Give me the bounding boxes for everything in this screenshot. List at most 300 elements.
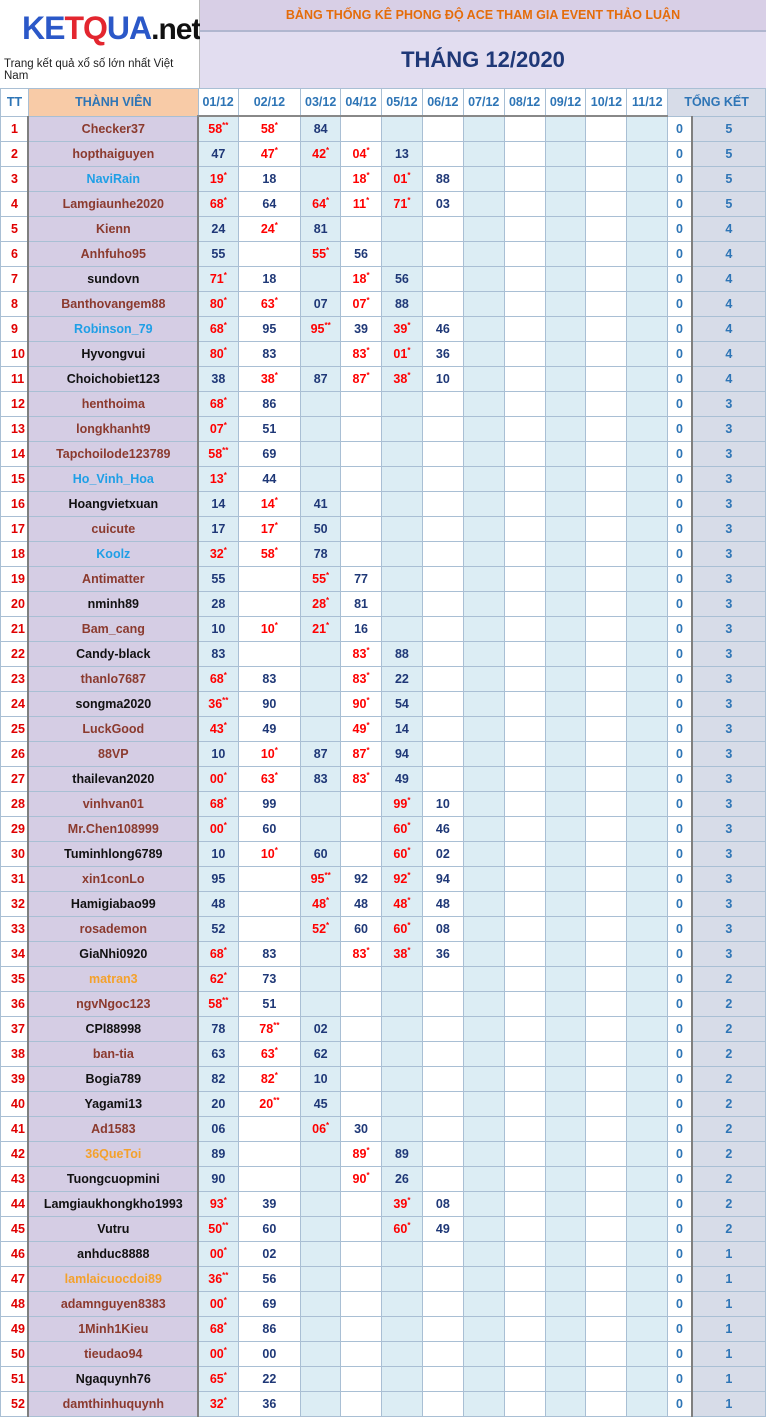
- hit-star: *: [223, 295, 227, 305]
- day-value: [238, 492, 301, 517]
- day-value: 60: [238, 817, 301, 842]
- zero-count: 0: [668, 492, 692, 517]
- day-value: 54: [382, 692, 423, 717]
- col-day: 04/12: [341, 89, 382, 117]
- day-value: [301, 1117, 341, 1142]
- member-name[interactable]: Tuminhlong6789: [28, 842, 198, 867]
- day-number: 17: [260, 522, 275, 536]
- day-value: [301, 967, 341, 992]
- table-row: [1, 1142, 766, 1167]
- day-value: [627, 1042, 668, 1067]
- day-value: 48: [422, 892, 463, 917]
- table-row: [1, 842, 766, 867]
- day-number: 93: [209, 1197, 224, 1211]
- total-count: 2: [692, 992, 766, 1017]
- day-value: [422, 1267, 463, 1292]
- member-name[interactable]: Bogia789: [28, 1067, 198, 1092]
- day-value: [586, 1367, 627, 1392]
- day-value: [545, 667, 586, 692]
- day-value: 49: [382, 767, 423, 792]
- day-value: [586, 867, 627, 892]
- member-name[interactable]: ngvNgoc123: [28, 992, 198, 1017]
- member-name[interactable]: Hamigiabao99: [28, 892, 198, 917]
- day-number: 58: [260, 547, 275, 561]
- day-value: [504, 217, 545, 242]
- total-count: 4: [692, 217, 766, 242]
- day-value: [627, 617, 668, 642]
- day-value: [238, 617, 301, 642]
- day-number: 63: [260, 297, 275, 311]
- day-value: 56: [382, 267, 423, 292]
- member-name[interactable]: vinhvan01: [28, 792, 198, 817]
- day-value: 88: [382, 642, 423, 667]
- stats-table: [0, 88, 766, 1417]
- day-value: 88: [382, 292, 423, 317]
- day-value: 51: [238, 417, 301, 442]
- day-number: 19: [209, 172, 224, 186]
- hit-star: *: [274, 545, 278, 555]
- member-name[interactable]: Choichobiet123: [28, 367, 198, 392]
- hit-star: *: [223, 1395, 227, 1405]
- day-value: [586, 1142, 627, 1167]
- day-value: [545, 1192, 586, 1217]
- day-value: [627, 1217, 668, 1242]
- member-name[interactable]: lamlaicuocdoi89: [28, 1267, 198, 1292]
- day-value: [463, 942, 504, 967]
- day-number: 50: [208, 1222, 223, 1236]
- col-day: 01/12: [198, 89, 238, 117]
- day-value: [504, 116, 545, 142]
- hit-star: *: [274, 620, 278, 630]
- member-name[interactable]: longkhanht9: [28, 417, 198, 442]
- member-name[interactable]: Ngaquynh76: [28, 1367, 198, 1392]
- zero-count: 0: [668, 667, 692, 692]
- day-value: [463, 242, 504, 267]
- hit-star: *: [274, 770, 278, 780]
- day-value: [627, 1067, 668, 1092]
- zero-count: 0: [668, 1242, 692, 1267]
- table-row: [1, 1367, 766, 1392]
- day-number: 32: [209, 547, 224, 561]
- hit-star: *: [366, 720, 370, 730]
- day-number: 68: [209, 797, 224, 811]
- day-value: [504, 1217, 545, 1242]
- hit-star: *: [366, 770, 370, 780]
- day-value: [504, 1292, 545, 1317]
- day-value: [586, 767, 627, 792]
- day-value: [382, 467, 423, 492]
- member-name[interactable]: anhduc8888: [28, 1242, 198, 1267]
- day-value: [238, 517, 301, 542]
- hit-star: *: [326, 195, 330, 205]
- day-value: [301, 642, 341, 667]
- hit-star: *: [326, 895, 330, 905]
- member-name[interactable]: Candy-black: [28, 642, 198, 667]
- day-value: [504, 867, 545, 892]
- row-number: 36: [1, 992, 29, 1017]
- day-value: [545, 967, 586, 992]
- table-row: [1, 242, 766, 267]
- day-value: [382, 342, 423, 367]
- col-day: 03/12: [301, 89, 341, 117]
- zero-count: 0: [668, 992, 692, 1017]
- member-name[interactable]: Yagami13: [28, 1092, 198, 1117]
- day-value: [627, 992, 668, 1017]
- total-count: 2: [692, 1167, 766, 1192]
- day-value: [301, 342, 341, 367]
- day-value: [545, 317, 586, 342]
- member-name[interactable]: thanlo7687: [28, 667, 198, 692]
- row-number: 10: [1, 342, 29, 367]
- hit-star: *: [223, 345, 227, 355]
- day-value: 03: [422, 192, 463, 217]
- day-value: [545, 417, 586, 442]
- day-value: [341, 342, 382, 367]
- total-count: 3: [692, 492, 766, 517]
- day-number: 10: [260, 847, 275, 861]
- col-day: 09/12: [545, 89, 586, 117]
- day-value: [238, 1167, 301, 1192]
- total-count: 3: [692, 567, 766, 592]
- hit-star: *: [223, 945, 227, 955]
- day-value: [627, 1092, 668, 1117]
- day-number: 99: [393, 797, 408, 811]
- day-value: [198, 1192, 238, 1217]
- day-value: 95: [238, 317, 301, 342]
- day-value: [422, 417, 463, 442]
- day-value: [301, 717, 341, 742]
- day-value: [627, 167, 668, 192]
- day-value: [586, 642, 627, 667]
- member-name[interactable]: henthoima: [28, 392, 198, 417]
- hit-star: **: [222, 695, 229, 705]
- day-value: [198, 392, 238, 417]
- table-row: [1, 642, 766, 667]
- day-value: 17: [198, 517, 238, 542]
- day-number: 63: [260, 772, 275, 786]
- zero-count: 0: [668, 592, 692, 617]
- member-rows: [1, 116, 766, 1417]
- day-value: [627, 1267, 668, 1292]
- day-value: 55: [198, 567, 238, 592]
- day-value: [382, 542, 423, 567]
- day-value: [341, 1292, 382, 1317]
- hit-star: *: [407, 795, 411, 805]
- day-number: 24: [260, 222, 275, 236]
- day-value: 22: [238, 1367, 301, 1392]
- member-name[interactable]: Tuongcuopmini: [28, 1167, 198, 1192]
- row-number: 17: [1, 517, 29, 542]
- row-number: 14: [1, 442, 29, 467]
- member-name[interactable]: Koolz: [28, 542, 198, 567]
- day-value: [586, 817, 627, 842]
- member-name[interactable]: cuicute: [28, 517, 198, 542]
- hit-star: *: [223, 320, 227, 330]
- member-name[interactable]: Ho_Vinh_Hoa: [28, 467, 198, 492]
- day-value: [545, 442, 586, 467]
- day-number: 71: [393, 197, 408, 211]
- day-value: 92: [341, 867, 382, 892]
- col-day: 11/12: [627, 89, 668, 117]
- day-number: 89: [352, 1147, 367, 1161]
- day-value: [463, 1342, 504, 1367]
- table-row: [1, 267, 766, 292]
- day-value: [545, 342, 586, 367]
- day-value: [382, 367, 423, 392]
- member-name[interactable]: songma2020: [28, 692, 198, 717]
- total-count: 5: [692, 167, 766, 192]
- row-number: 33: [1, 917, 29, 942]
- member-name[interactable]: 88VP: [28, 742, 198, 767]
- member-name[interactable]: Checker37: [28, 116, 198, 142]
- day-value: [238, 642, 301, 667]
- day-number: 65: [209, 1372, 224, 1386]
- total-count: 5: [692, 116, 766, 142]
- member-name[interactable]: tieudao94: [28, 1342, 198, 1367]
- zero-count: 0: [668, 692, 692, 717]
- day-value: [463, 167, 504, 192]
- zero-count: 0: [668, 567, 692, 592]
- day-number: 00: [209, 772, 224, 786]
- row-number: 49: [1, 1317, 29, 1342]
- day-value: [422, 116, 463, 142]
- day-value: [341, 1242, 382, 1267]
- total-count: 3: [692, 942, 766, 967]
- member-name[interactable]: Robinson_79: [28, 317, 198, 342]
- member-name[interactable]: sundovn: [28, 267, 198, 292]
- total-count: 3: [692, 417, 766, 442]
- day-value: [382, 242, 423, 267]
- day-value: [545, 167, 586, 192]
- day-value: [545, 1342, 586, 1367]
- hit-star: *: [274, 745, 278, 755]
- col-day: 06/12: [422, 89, 463, 117]
- day-value: [504, 967, 545, 992]
- total-count: 4: [692, 342, 766, 367]
- day-value: 55: [198, 242, 238, 267]
- day-number: 80: [209, 347, 224, 361]
- day-value: [586, 792, 627, 817]
- table-row: [1, 467, 766, 492]
- member-name[interactable]: Bam_cang: [28, 617, 198, 642]
- member-name[interactable]: 1Minh1Kieu: [28, 1317, 198, 1342]
- hit-star: *: [407, 1220, 411, 1230]
- zero-count: 0: [668, 142, 692, 167]
- member-name[interactable]: GiaNhi0920: [28, 942, 198, 967]
- day-value: [504, 1317, 545, 1342]
- day-number: 38: [393, 947, 408, 961]
- member-name[interactable]: Hyvongvui: [28, 342, 198, 367]
- total-count: 3: [692, 842, 766, 867]
- day-value: [238, 1142, 301, 1167]
- member-name[interactable]: matran3: [28, 967, 198, 992]
- day-value: [463, 1017, 504, 1042]
- day-value: [422, 1392, 463, 1417]
- member-name[interactable]: Mr.Chen108999: [28, 817, 198, 842]
- day-value: [504, 1242, 545, 1267]
- day-number: 68: [209, 197, 224, 211]
- day-number: 32: [209, 1397, 224, 1411]
- member-name[interactable]: Vutru: [28, 1217, 198, 1242]
- total-count: 2: [692, 1117, 766, 1142]
- zero-count: 0: [668, 1267, 692, 1292]
- day-value: [341, 842, 382, 867]
- day-value: [586, 667, 627, 692]
- hit-star: *: [366, 670, 370, 680]
- member-name[interactable]: Antimatter: [28, 567, 198, 592]
- day-value: [545, 192, 586, 217]
- day-value: 48: [341, 892, 382, 917]
- hit-star: *: [407, 895, 411, 905]
- day-value: 02: [301, 1017, 341, 1042]
- day-value: [504, 717, 545, 742]
- day-value: 44: [238, 467, 301, 492]
- table-row: [1, 1292, 766, 1317]
- table-row: [1, 1117, 766, 1142]
- total-count: 2: [692, 1067, 766, 1092]
- member-name[interactable]: Anhfuho95: [28, 242, 198, 267]
- zero-count: 0: [668, 892, 692, 917]
- member-name[interactable]: Ad1583: [28, 1117, 198, 1142]
- member-name[interactable]: adamnguyen8383: [28, 1292, 198, 1317]
- day-value: [586, 142, 627, 167]
- hit-star: *: [223, 1345, 227, 1355]
- hit-star: *: [223, 970, 227, 980]
- ketqua-logo[interactable]: [0, 0, 200, 88]
- member-name[interactable]: ban-tia: [28, 1042, 198, 1067]
- day-value: [545, 1392, 586, 1417]
- hit-star: *: [366, 745, 370, 755]
- member-name[interactable]: LuckGood: [28, 717, 198, 742]
- member-name[interactable]: nminh89: [28, 592, 198, 617]
- day-value: 82: [198, 1067, 238, 1092]
- day-value: [463, 442, 504, 467]
- day-value: [504, 817, 545, 842]
- table-row: [1, 167, 766, 192]
- day-value: [238, 116, 301, 142]
- member-name[interactable]: Lamgiaunhe2020: [28, 192, 198, 217]
- zero-count: 0: [668, 267, 692, 292]
- member-name[interactable]: Banthovangem88: [28, 292, 198, 317]
- day-value: [301, 892, 341, 917]
- member-name[interactable]: Kienn: [28, 217, 198, 242]
- hit-star: *: [407, 370, 411, 380]
- day-value: [545, 592, 586, 617]
- hit-star: *: [366, 1145, 370, 1155]
- day-value: [301, 1367, 341, 1392]
- day-value: [341, 367, 382, 392]
- logo-brand: [22, 10, 200, 47]
- day-value: [301, 442, 341, 467]
- day-value: [627, 742, 668, 767]
- member-name[interactable]: 36QueToi: [28, 1142, 198, 1167]
- member-name[interactable]: hopthaiguyen: [28, 142, 198, 167]
- logo-part: KE: [22, 10, 65, 46]
- table-row: [1, 567, 766, 592]
- day-value: [504, 542, 545, 567]
- row-number: 7: [1, 267, 29, 292]
- member-name[interactable]: rosademon: [28, 917, 198, 942]
- day-value: 78: [301, 542, 341, 567]
- row-number: 24: [1, 692, 29, 717]
- day-value: [463, 817, 504, 842]
- member-name[interactable]: Hoangvietxuan: [28, 492, 198, 517]
- day-value: [238, 867, 301, 892]
- day-number: 58: [208, 997, 223, 1011]
- day-value: [463, 1392, 504, 1417]
- day-value: [463, 617, 504, 642]
- day-value: [463, 317, 504, 342]
- hit-star: *: [223, 170, 227, 180]
- day-value: [382, 1267, 423, 1292]
- day-value: [238, 142, 301, 167]
- col-tt: TT: [1, 89, 29, 117]
- zero-count: 0: [668, 542, 692, 567]
- day-value: [545, 267, 586, 292]
- zero-count: 0: [668, 817, 692, 842]
- day-value: [422, 692, 463, 717]
- day-value: 89: [198, 1142, 238, 1167]
- day-value: [301, 817, 341, 842]
- hit-star: *: [274, 295, 278, 305]
- hit-star: *: [223, 720, 227, 730]
- day-value: [463, 116, 504, 142]
- day-value: [545, 617, 586, 642]
- member-name[interactable]: Lamgiaukhongkho1993: [28, 1192, 198, 1217]
- day-value: [586, 1192, 627, 1217]
- row-number: 29: [1, 817, 29, 842]
- day-value: [627, 667, 668, 692]
- day-value: [382, 1192, 423, 1217]
- day-value: [545, 1317, 586, 1342]
- member-name[interactable]: thailevan2020: [28, 767, 198, 792]
- zero-count: 0: [668, 792, 692, 817]
- day-value: [586, 317, 627, 342]
- member-name[interactable]: NaviRain: [28, 167, 198, 192]
- table-row: [1, 542, 766, 567]
- row-number: 18: [1, 542, 29, 567]
- day-value: 47: [198, 142, 238, 167]
- day-value: [545, 1117, 586, 1142]
- day-value: [422, 992, 463, 1017]
- day-number: 00: [209, 1247, 224, 1261]
- day-value: [504, 392, 545, 417]
- member-name[interactable]: xin1conLo: [28, 867, 198, 892]
- day-value: [586, 567, 627, 592]
- member-name[interactable]: CPl88998: [28, 1017, 198, 1042]
- day-value: 90: [238, 692, 301, 717]
- day-value: 83: [238, 667, 301, 692]
- col-day: 07/12: [463, 89, 504, 117]
- total-count: 3: [692, 617, 766, 642]
- member-name[interactable]: damthinhuquynh: [28, 1392, 198, 1417]
- day-value: 99: [238, 792, 301, 817]
- day-value: 83: [238, 342, 301, 367]
- day-value: 22: [382, 667, 423, 692]
- day-value: [341, 116, 382, 142]
- zero-count: 0: [668, 1142, 692, 1167]
- day-value: [238, 742, 301, 767]
- day-value: [341, 167, 382, 192]
- day-value: [504, 192, 545, 217]
- col-day: 05/12: [382, 89, 423, 117]
- member-name[interactable]: Tapchoilode123789: [28, 442, 198, 467]
- zero-count: 0: [668, 1217, 692, 1242]
- day-value: [504, 492, 545, 517]
- day-value: [545, 1017, 586, 1042]
- day-value: [586, 917, 627, 942]
- day-value: [382, 1017, 423, 1042]
